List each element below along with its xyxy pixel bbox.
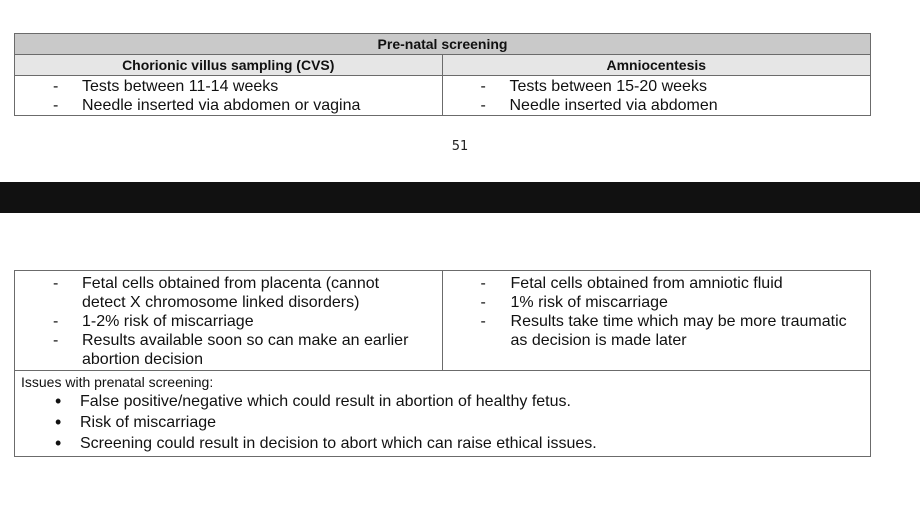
list-item: • Risk of miscarriage bbox=[21, 412, 870, 433]
list-item: - 1% risk of miscarriage bbox=[443, 293, 870, 312]
list-item: - Tests between 11-14 weeks bbox=[15, 77, 442, 96]
cvs-cell-top bbox=[15, 76, 443, 116]
list-item: - Fetal cells obtained from placenta (cannot detect X chromosome linked disorders) bbox=[15, 274, 442, 312]
cvs-cell-bottom bbox=[15, 271, 443, 371]
list-item: - Results available soon so can make an earlier abortion decision bbox=[15, 331, 442, 369]
list-item: - Needle inserted via abdomen or vagina bbox=[15, 96, 442, 115]
page-number: 51 bbox=[451, 139, 469, 154]
amnio-cell-bottom bbox=[442, 271, 870, 371]
prenatal-screening-table-top bbox=[14, 33, 871, 116]
prenatal-screening-table-bottom bbox=[14, 270, 871, 457]
column-header-cvs: Chorionic villus sampling (CVS) bbox=[15, 55, 443, 76]
cvs-list-top bbox=[15, 76, 442, 115]
list-item: - Needle inserted via abdomen bbox=[443, 96, 871, 115]
list-item: • False positive/negative which could result in abortion of healthy fetus. bbox=[21, 391, 870, 412]
page-break-divider bbox=[0, 182, 920, 213]
amnio-list-top bbox=[443, 76, 871, 115]
issues-cell bbox=[15, 371, 871, 457]
cvs-list-bottom bbox=[15, 271, 442, 370]
issues-title: Issues with prenatal screening: bbox=[21, 374, 214, 390]
amnio-cell-top bbox=[442, 76, 871, 116]
table-title: Pre-natal screening bbox=[15, 34, 871, 55]
column-header-amniocentesis: Amniocentesis bbox=[442, 55, 871, 76]
list-item: - Tests between 15-20 weeks bbox=[443, 77, 871, 96]
issues-list bbox=[21, 391, 870, 454]
list-item: • Screening could result in decision to abort which can raise ethical issues. bbox=[21, 433, 870, 454]
amnio-list-bottom bbox=[443, 271, 870, 351]
list-item: - 1-2% risk of miscarriage bbox=[15, 312, 442, 331]
list-item: - Fetal cells obtained from amniotic fluid bbox=[443, 274, 870, 293]
list-item: - Results take time which may be more traumatic as decision is made later bbox=[443, 312, 870, 350]
